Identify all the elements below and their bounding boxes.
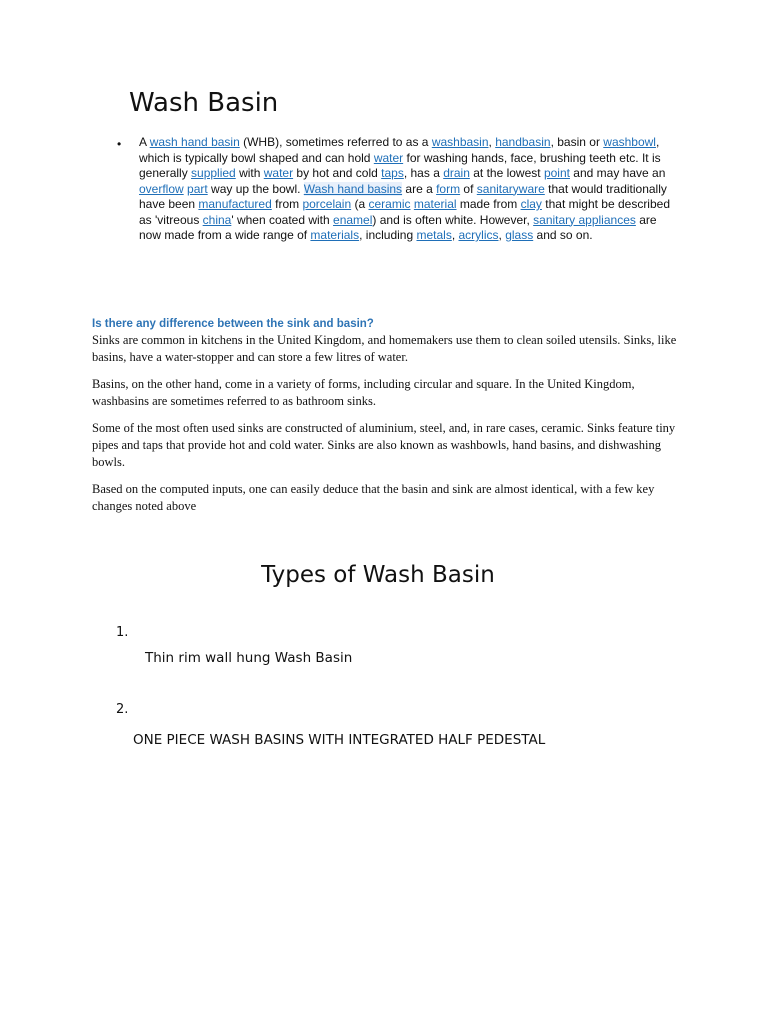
link-taps[interactable]: taps	[381, 166, 404, 180]
link-metals[interactable]: metals	[416, 228, 452, 242]
paragraph-sinks: Sinks are common in kitchens in the United Kingdom, and homemakers use them to clean soiled utensils. Sinks, like basins, have a water-stopper and can store a few litres of water.	[92, 333, 677, 364]
link-sanitaryware[interactable]: sanitaryware	[476, 181, 545, 196]
definition-text: at the lowest	[469, 166, 544, 180]
definition-text: , which is typically bowl shaped and can hold	[139, 135, 660, 165]
definition-text: (a	[351, 197, 369, 211]
definition-text: for washing hands, face, brushing teeth etc. It is generally	[139, 150, 661, 180]
definition-text: , basin or	[550, 135, 604, 149]
link-supplied[interactable]: supplied	[191, 166, 236, 180]
definition-text: that would traditionally have been	[139, 181, 667, 211]
definition-text: are a	[402, 181, 437, 196]
list-number: 2.	[116, 702, 129, 717]
link-materials[interactable]: materials	[310, 228, 360, 242]
link-water[interactable]: water	[263, 166, 294, 180]
link-glass[interactable]: glass	[505, 228, 534, 242]
definition-text: ,	[498, 228, 506, 242]
definition-text: , has a	[403, 166, 444, 180]
definition-text: A	[139, 135, 150, 149]
definition-text: with	[235, 166, 264, 180]
definition-text: and so on.	[533, 228, 593, 242]
definition-text: way up the bowl.	[207, 181, 304, 196]
bullet-marker: •	[117, 137, 122, 151]
definition-text: are now made from a wide range of	[139, 212, 657, 242]
link-wash-hand-basin[interactable]: wash hand basin	[149, 135, 240, 149]
link-material[interactable]: material	[413, 197, 457, 211]
paragraph-conclusion: Based on the computed inputs, one can easily deduce that the basin and sink are almost identical, with a few key changes noted above	[92, 482, 655, 513]
definition-text: ) and is often white. However,	[372, 212, 534, 227]
definition-text: (WHB), sometimes referred to as a	[239, 135, 432, 149]
definition-text: made from	[456, 197, 521, 211]
paragraph-materials: Some of the most often used sinks are constructed of aluminium, steel, and, in rare cases, ceramic. Sinks feature tiny pipes and taps that provide hot and cold water. Sinks are also known as washbowls, hand basins, and dishwashing bowls.	[92, 421, 676, 469]
definition-text: by hot and cold	[293, 166, 382, 180]
link-manufactured[interactable]: manufactured	[198, 197, 272, 211]
link-drain[interactable]: drain	[443, 166, 470, 180]
list-item-text: ONE PIECE WASH BASINS WITH INTEGRATED HALF PEDESTAL	[133, 732, 546, 748]
page-title: Wash Basin	[129, 88, 279, 118]
link-porcelain[interactable]: porcelain	[302, 197, 352, 211]
link-washbasin[interactable]: washbasin	[431, 135, 489, 149]
question-heading: Is there any difference between the sink and basin?	[92, 318, 374, 330]
link-china[interactable]: china	[202, 212, 232, 227]
definition-text: ,	[488, 135, 496, 149]
link-clay[interactable]: clay	[520, 197, 542, 211]
wash-basin-definition	[139, 135, 679, 244]
link-handbasin[interactable]: handbasin	[495, 135, 551, 149]
link-washbowl[interactable]: washbowl	[603, 135, 656, 149]
link-sanitary-appliances[interactable]: sanitary appliances	[533, 212, 636, 227]
types-heading: Types of Wash Basin	[261, 562, 495, 588]
link-point[interactable]: point	[543, 166, 570, 180]
link-water[interactable]: water	[373, 150, 404, 165]
definition-text: , including	[359, 228, 417, 242]
definition-text: that might be described as 'vitreous	[139, 197, 670, 227]
definition-text: ,	[451, 228, 459, 242]
definition-text: from	[271, 197, 303, 211]
list-number: 1.	[116, 625, 129, 640]
paragraph-basins: Basins, on the other hand, come in a variety of forms, including circular and square. In the United Kingdom, washbasins are sometimes referred to as bathroom sinks.	[92, 377, 635, 408]
list-item-text: Thin rim wall hung Wash Basin	[145, 650, 353, 666]
link-wash-hand-basins[interactable]: Wash hand basins	[303, 181, 403, 196]
definition-text: of	[460, 181, 477, 196]
link-acrylics[interactable]: acrylics	[458, 228, 499, 242]
definition-text: ' when coated with	[231, 212, 334, 227]
definition-text: and may have an	[569, 166, 666, 180]
link-enamel[interactable]: enamel	[333, 212, 373, 227]
link-form[interactable]: form	[436, 181, 461, 196]
link-part[interactable]: part	[187, 181, 208, 196]
link-overflow[interactable]: overflow	[139, 181, 184, 196]
link-ceramic[interactable]: ceramic	[368, 197, 411, 211]
